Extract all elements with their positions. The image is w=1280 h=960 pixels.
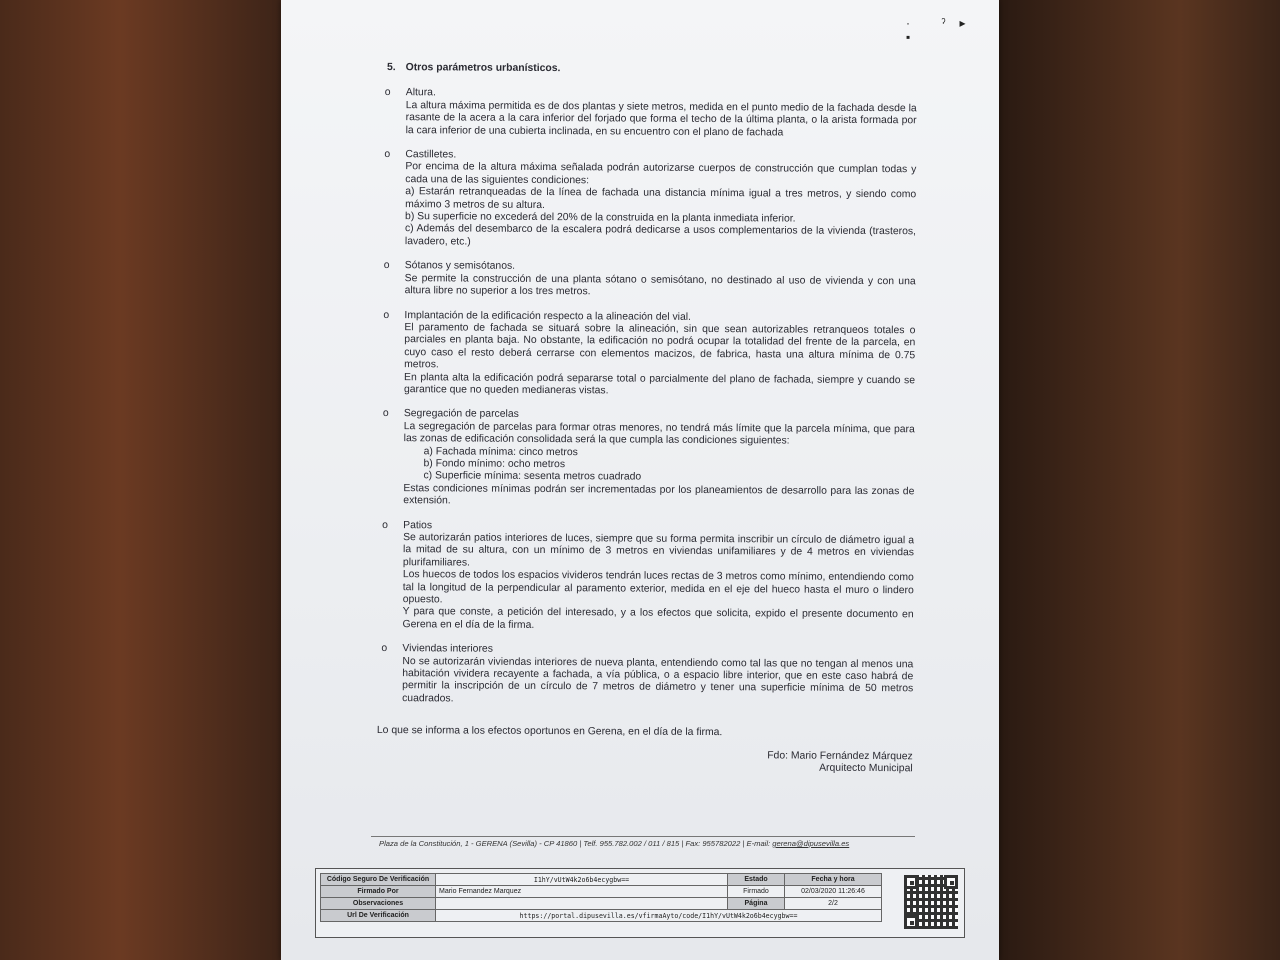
item-title: Segregación de parcelas [403,408,519,421]
datetime-value: 02/03/2020 11:26:46 [785,886,882,898]
document-body [377,62,917,776]
table-row [321,898,882,910]
bullet-icon: o [382,408,389,420]
footer-contact: Plaza de la Constitución, 1 - GERENA (Sevilla) - CP 41860 | Telf. 955.782.002 / 011 / 815 | Fax: 955782022 | E-mail: [379,839,773,848]
section-number: 5. [386,62,396,74]
signed-by-value: Mario Fernandez Marquez [436,886,728,898]
section-heading [387,62,917,78]
signed-by-label: Firmado Por [321,886,436,898]
corner-marks: · ˀ▸ ▪ [906,16,980,44]
state-value: Firmado [728,886,785,898]
item-patios [378,520,915,635]
item-condition-b: b) Su superficie no excederá del 20% de la construida en la planta inmediata inferior. [405,211,796,225]
item-text: No se autorizarán viviendas interiores de nueva planta, entendiendo como tal las que no tengan al menos una habitación vividera recayente a fachada, a vía pública, o a espacio libre interior, que en este caso habrá de permitir la inscripción de un círculo de 7 metros de diámetro y tener una superficie mínima de 50 metros cuadrados. [402,655,914,705]
item-condition-c: c) Superficie mínima: sesenta metros cuadrado [423,470,642,483]
qr-code-icon [904,875,958,929]
item-text: Los huecos de todos los espacios vivideros tendrán luces rectas de 3 metros como mínimo, entendiendo como tal la longitud de la perpendicular al paramento exterior, medida en el eje del hueco hasta el muro o lindero opuesto. [402,569,914,606]
item-title: Altura. [405,87,436,99]
qr-finder-icon [944,875,958,889]
verification-table [320,873,882,922]
bullet-icon: o [383,309,390,321]
item-condition-a: a) Estarán retranqueadas de la línea de fachada una distancia mínima igual a tres metros, y siendo como máximo 3 metros de su altura. [405,186,917,211]
bullet-icon: o [382,519,388,531]
document-page [281,0,999,960]
section-title: Otros parámetros urbanísticos. [405,62,561,75]
observations-value [436,898,728,910]
item-text: Estas condiciones mínimas podrán ser incrementadas por los planeamientos de desarrollo para las zonas de extensión. [403,482,915,507]
qr-finder-icon [904,875,918,889]
code-label: Código Seguro De Verificación [321,874,436,886]
bullet-icon: o [384,149,391,161]
footer-divider [371,836,915,837]
item-segregacion [378,408,915,511]
item-title: Implantación de la edificación respecto a la alineación del vial. [404,309,691,323]
item-implantacion [379,309,916,399]
bullet-icon: o [383,260,390,272]
item-altura [381,87,917,140]
closing-text: Lo que se informa a los efectos oportunos en Gerena, en el día de la firma. [376,725,723,739]
qr-finder-icon [904,915,918,929]
table-row [321,910,882,922]
bullet-icon: o [381,643,388,655]
verification-url-link[interactable]: https://portal.dipusevilla.es/vfirmaAyto/code/I1hY/vUtW4k2o6b4ecygbw== [436,910,882,922]
item-sotanos [380,260,916,300]
item-text: Se autorizarán patios interiores de luces, siempre que su forma permita inscribir un círculo de diámetro igual a la mitad de su altura, con un mínimo de 3 metros en viviendas unifamiliares y de 4 metros en viviendas plurifamiliares. [402,532,915,569]
signature-name: Fdo: Mario Fernández Márquez [767,750,913,763]
datetime-label: Fecha y hora [785,874,882,886]
footer-email-link[interactable]: gerena@dipusevilla.es [772,839,850,848]
footer-address [379,839,919,848]
item-condition-a: a) Fachada mínima: cinco metros [423,445,578,458]
item-text: La altura máxima permitida es de dos plantas y siete metros, medida en el punto medio de la fachada desde la rasante de la acera a la cara inferior del forjado que forma el techo de la última planta, o la arista formada por la cara inferior de una cubierta inclinada, en su encuentro con el plano de fachada [405,99,917,139]
item-title: Castilletes. [405,149,457,161]
item-text: Se permite la construcción de una planta sótano o semisótano, no destinado al uso de vivienda y con una altura libre no superior a los tres metros. [404,272,916,298]
item-condition-b: b) Fondo mínimo: ocho metros [423,458,566,471]
item-text: La segregación de parcelas para formar otras menores, no tendrá más límite que la parcela mínima, que para las zonas de edificación consolidada será la que cumpla las condiciones siguientes: [403,420,915,447]
page-label: Página [728,898,785,910]
table-row [321,886,882,898]
url-label: Url De Verificación [321,910,436,922]
verification-box [315,868,965,938]
item-title: Viviendas interiores [402,643,493,655]
item-text: El paramento de fachada se situará sobre la alineación, sin que sean autorizables retranqueos totales o parciales en planta baja. No obstante, la edificación no podrá ocupar la totalidad del frente de la parcela, en cuyo caso el resto deberá cerrarse con elementos macizos, de fabrica, hasta una altura mínima de 0.75 metros. [404,322,916,371]
state-label: Estado [728,874,785,886]
item-text: En planta alta la edificación podrá separarse total o parcialmente del plano de fachada, siempre y cuando se garantice que no queden medianeras vistas. [403,371,916,397]
signature-block [377,748,913,776]
item-title: Patios [403,519,433,531]
item-title: Sótanos y semisótanos. [404,260,516,273]
item-castilletes [380,149,917,252]
bullet-icon: o [384,87,391,99]
item-viviendas-interiores [377,643,913,708]
item-text: Por encima de la altura máxima señalada podrán autorizarse cuerpos de construcción que cumplan todas y cada una de las siguientes condiciones: [405,161,917,187]
item-condition-c: c) Además del desembarco de la escalera podrá dedicarse a usos complementarios de la vivienda (trasteros, lavadero, etc.) [404,223,917,248]
signature-role: Arquitecto Municipal [819,763,913,775]
item-text: Y para que conste, a petición del interesado, y a los efectos que solicita, expido el presente documento en Gerena en el día de la firma. [402,606,914,631]
table-row [321,874,882,886]
code-value: I1hY/vUtW4k2o6b4ecygbw== [436,874,728,886]
observations-label: Observaciones [321,898,436,910]
page-value: 2/2 [785,898,882,910]
